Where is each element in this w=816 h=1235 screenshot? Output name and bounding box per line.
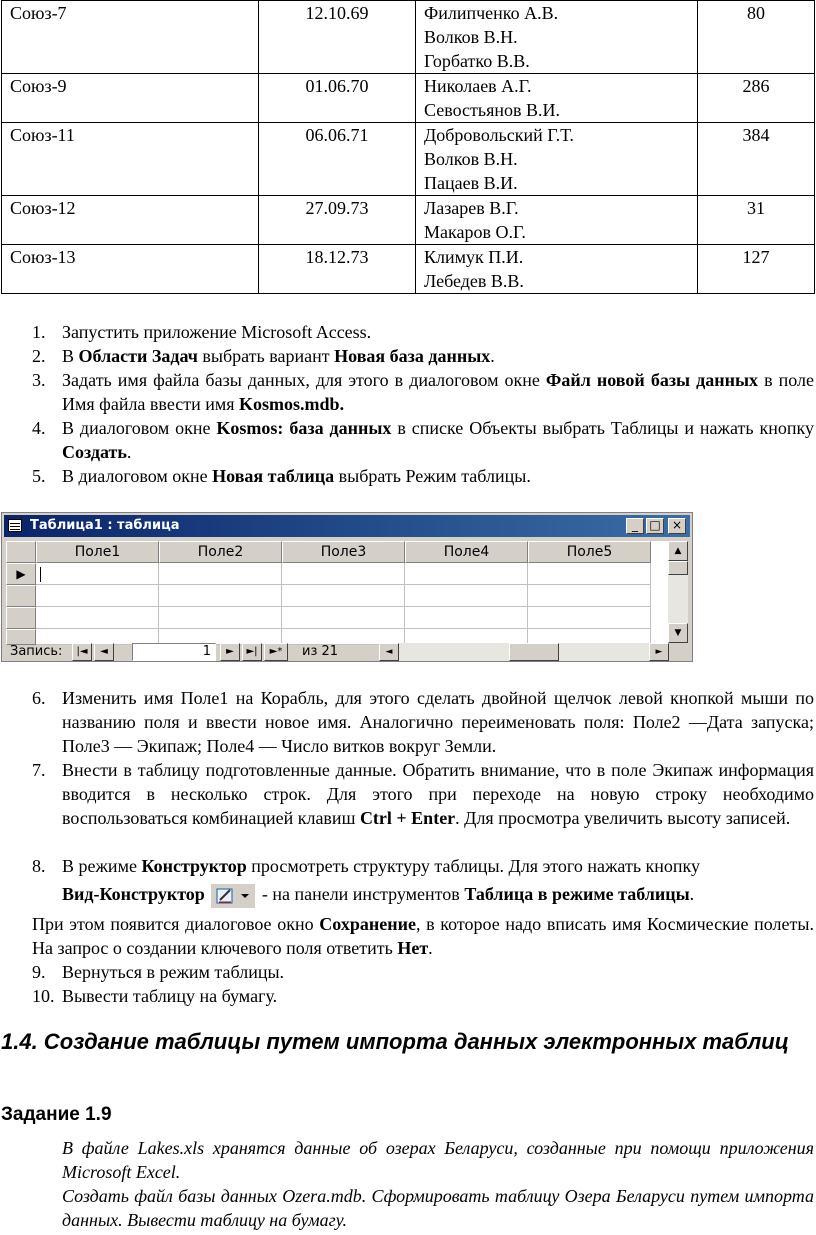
crew-member: Лазарев В.Г.: [424, 198, 519, 218]
record-number-input[interactable]: 1: [132, 643, 216, 661]
step-6: Изменить имя Поле1 на Корабль, для этого сделать двойной щелчок левой кнопкой мыши по названию поля и ввести новое имя. Аналогично переименовать поля: Поле2 —Дата запуска; Поле3 — Экипаж; Поле4 — Число витков вокруг Земли.: [62, 688, 814, 756]
date-cell: 06.06.71: [259, 123, 416, 196]
row-selector[interactable]: [6, 607, 36, 629]
ship-cell: Союз-11: [2, 123, 259, 196]
horizontal-scrollbar[interactable]: [379, 643, 669, 661]
grid-cell[interactable]: [36, 585, 159, 607]
step-7: Внести в таблицу подготовленные данные. Обратить внимание, что в поле Экипаж информация вводится в несколько строк. Для этого при переходе на новую строку необходимо воспользоваться комбинацией клавиш Ctrl + Enter. Для просмотра увеличить высоту записей.: [62, 760, 814, 828]
crew-member: Волков В.Н.: [424, 27, 518, 47]
crew-member: Климук П.И.: [424, 247, 524, 267]
first-record-button[interactable]: |◄: [72, 643, 92, 661]
text-cursor: [40, 567, 41, 582]
step-number: 2.: [32, 346, 46, 366]
crew-cell: [416, 196, 698, 245]
table-row: [2, 1, 815, 74]
step-10: Вывести таблицу на бумагу.: [62, 986, 278, 1006]
task-text-1: В файле Lakes.xls хранятся данные об озерах Беларуси, созданные при помощи приложения Microsoft Excel.: [62, 1138, 814, 1182]
current-row-arrow-icon: ▶: [16, 567, 26, 581]
step-number: 9.: [32, 962, 46, 982]
table-row: [2, 123, 815, 196]
orbits-cell: 384: [698, 123, 815, 196]
crew-member: Горбатко В.В.: [424, 51, 530, 71]
date-cell: 12.10.69: [259, 1, 416, 74]
record-label: Запись:: [10, 644, 63, 659]
record-navigator: [6, 643, 688, 661]
save-dialog-paragraph: При этом появится диалоговое окно Сохранение, в которое надо вписать имя Космические полеты. На запрос о создании ключевого поля ответить Нет.: [32, 914, 814, 958]
crew-cell: [416, 1, 698, 74]
task-text-2: Создать файл базы данных Ozera.mdb. Сформировать таблицу Озера Беларуси путем импорта данных. Вывести таблицу на бумагу.: [62, 1186, 814, 1230]
crew-cell: [416, 245, 698, 294]
table-row: [2, 196, 815, 245]
corner-selector[interactable]: [6, 541, 36, 563]
minimize-button[interactable]: _: [626, 518, 644, 534]
grid-cell[interactable]: [405, 607, 528, 629]
step-8: В режиме Конструктор просмотреть структуру таблицы. Для этого нажать кнопку: [62, 856, 701, 876]
next-record-button[interactable]: ►: [220, 643, 240, 661]
step-3: Задать имя файла базы данных, для этого в диалоговом окне Файл новой базы данных в поле Имя файла ввести имя Kosmos.mdb.: [62, 370, 814, 414]
column-header[interactable]: Поле4: [405, 541, 528, 563]
orbits-cell: 80: [698, 1, 815, 74]
step-number: 3.: [32, 370, 46, 390]
ship-cell: Союз-9: [2, 74, 259, 123]
column-header[interactable]: Поле3: [282, 541, 405, 563]
grid-cell[interactable]: [36, 563, 159, 585]
step-4: В диалоговом окне Kosmos: база данных в списке Объекты выбрать Таблицы и нажать кнопку Создать.: [62, 418, 815, 462]
grid-cell[interactable]: [528, 563, 651, 585]
row-selector[interactable]: [6, 585, 36, 607]
scroll-right-icon[interactable]: ►: [649, 643, 669, 661]
orbits-cell: 127: [698, 245, 815, 294]
table-icon: [8, 519, 22, 532]
crew-member: Севостьянов В.И.: [424, 100, 561, 120]
column-header[interactable]: Поле1: [36, 541, 159, 563]
ship-cell: Союз-13: [2, 245, 259, 294]
step-8-cont: Вид-Конструктор - на панели инструментов Таблица в режиме таблицы.: [62, 880, 814, 908]
close-button[interactable]: ×: [668, 518, 686, 534]
new-record-button[interactable]: ►*: [264, 643, 288, 661]
row-selector-current[interactable]: [6, 563, 36, 585]
crew-cell: [416, 123, 698, 196]
step-number: 1.: [32, 322, 46, 342]
ship-cell: Союз-12: [2, 196, 259, 245]
step-5: В диалоговом окне Новая таблица выбрать Режим таблицы.: [62, 466, 531, 486]
table-row: [2, 245, 815, 294]
scroll-down-icon[interactable]: ▼: [668, 623, 688, 643]
flights-table: [1, 0, 815, 294]
grid-cell[interactable]: [405, 563, 528, 585]
record-count: из 21: [302, 644, 339, 659]
last-record-button[interactable]: ►|: [242, 643, 262, 661]
date-cell: 01.06.70: [259, 74, 416, 123]
task-title: Задание 1.9: [1, 1104, 112, 1125]
column-header[interactable]: Поле2: [159, 541, 282, 563]
hscroll-thumb[interactable]: [509, 643, 559, 661]
column-header[interactable]: Поле5: [528, 541, 651, 563]
crew-member: Добровольский Г.Т.: [424, 125, 574, 145]
datasheet-grid: [6, 541, 668, 645]
ship-cell: Союз-7: [2, 1, 259, 74]
grid-cell[interactable]: [159, 607, 282, 629]
window-titlebar[interactable]: [4, 515, 690, 537]
scroll-thumb[interactable]: [668, 561, 688, 575]
step-number: 7.: [32, 760, 46, 780]
date-cell: 18.12.73: [259, 245, 416, 294]
crew-member: Филипченко А.В.: [424, 3, 559, 23]
grid-cell[interactable]: [282, 563, 405, 585]
section-heading: 1.4. Создание таблицы путем импорта данных электронных таблиц: [1, 1029, 789, 1054]
step-number: 4.: [32, 418, 46, 438]
vertical-scrollbar[interactable]: [668, 541, 688, 643]
maximize-button[interactable]: □: [646, 518, 664, 534]
crew-cell: [416, 74, 698, 123]
design-view-icon: [211, 884, 255, 908]
step-number: 10.: [32, 986, 55, 1006]
grid-cell[interactable]: [528, 585, 651, 607]
grid-cell[interactable]: [282, 607, 405, 629]
step-number: 5.: [32, 466, 46, 486]
grid-cell[interactable]: [282, 585, 405, 607]
crew-member: Макаров О.Г.: [424, 222, 526, 242]
table-row: [2, 74, 815, 123]
grid-cell[interactable]: [159, 563, 282, 585]
step-number: 8.: [32, 856, 46, 876]
orbits-cell: 286: [698, 74, 815, 123]
date-cell: 27.09.73: [259, 196, 416, 245]
previous-record-button[interactable]: ◄: [94, 643, 114, 661]
step-2: В Области Задач выбрать вариант Новая база данных.: [62, 346, 495, 366]
grid-cell[interactable]: [159, 585, 282, 607]
grid-cell[interactable]: [405, 585, 528, 607]
orbits-cell: 31: [698, 196, 815, 245]
crew-member: Николаев А.Г.: [424, 76, 532, 96]
window-title: Таблица1 : таблица: [30, 518, 180, 533]
step-1: Запустить приложение Microsoft Access.: [62, 322, 372, 342]
crew-member: Лебедев В.В.: [424, 271, 524, 291]
scroll-up-icon[interactable]: ▲: [668, 541, 688, 561]
scroll-left-icon[interactable]: ◄: [379, 643, 399, 661]
step-9: Вернуться в режим таблицы.: [62, 962, 285, 982]
crew-member: Пацаев В.И.: [424, 173, 518, 193]
grid-cell[interactable]: [528, 607, 651, 629]
access-table-window: [1, 512, 693, 662]
crew-member: Волков В.Н.: [424, 149, 518, 169]
step-number: 6.: [32, 688, 46, 708]
grid-cell[interactable]: [36, 607, 159, 629]
